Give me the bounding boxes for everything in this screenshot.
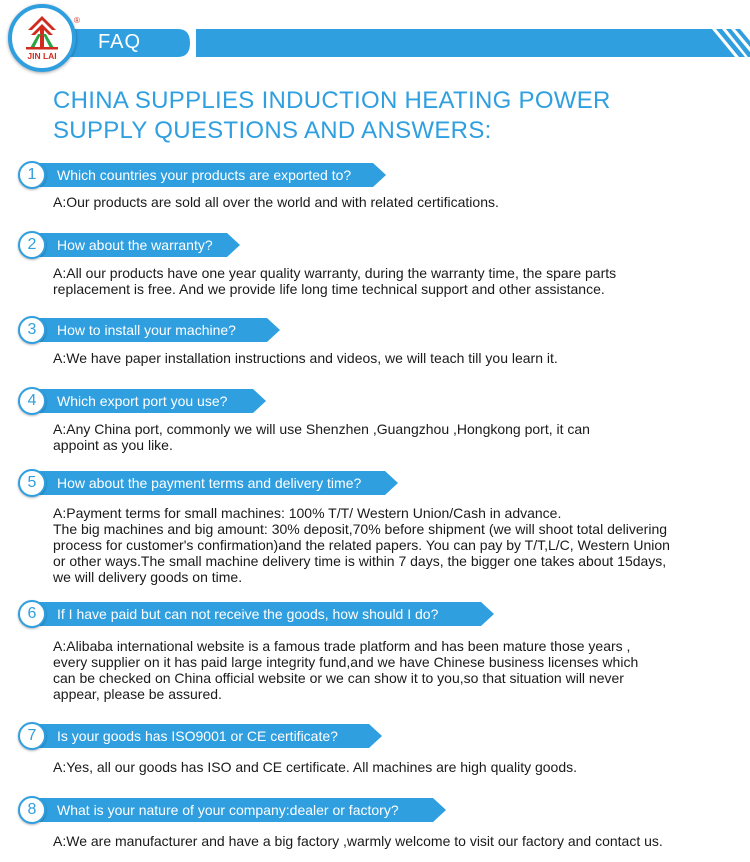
headline-line-1: CHINA SUPPLIES INDUCTION HEATING POWER	[53, 87, 611, 114]
answer-8: A:We are manufacturer and have a big factory ,warmly welcome to visit our factory and contact us.	[53, 833, 663, 849]
question-number-badge: 8	[18, 796, 46, 824]
question-number-badge: 7	[18, 722, 46, 750]
question-text: If I have paid but can not receive the goods, how should I do?	[57, 606, 439, 622]
jinlai-logo	[8, 4, 80, 72]
answer-4: A:Any China port, commonly we will use Shenzhen ,Guangzhou ,Hongkong port, it can appoint as you like.	[53, 421, 590, 453]
question-text: Which countries your products are exported to?	[57, 167, 352, 183]
question-text: How about the payment terms and delivery time?	[57, 475, 362, 491]
question-number-badge: 4	[18, 387, 46, 415]
logo-emblem-icon	[12, 8, 72, 68]
answer-6: A:Alibaba international website is a famous trade platform and has been mature those years , every supplier on it has paid large integrity fund,and we have Chinese business licenses which can be checked on China official website or we can show it to you,so that situation will never appear, please be assured.	[53, 638, 639, 702]
question-number-badge: 6	[18, 600, 46, 628]
question-number-badge: 1	[18, 161, 46, 189]
answer-1: A:Our products are sold all over the world and with related certifications.	[53, 194, 499, 210]
question-text: How about the warranty?	[57, 237, 213, 253]
answer-2: A:All our products have one year quality warranty, during the warranty time, the spare parts replacement is free. And we provide life long time technical support and other assistance.	[53, 265, 617, 297]
question-text: Which export port you use?	[57, 393, 228, 409]
question-number-badge: 3	[18, 316, 46, 344]
question-number-badge: 5	[18, 469, 46, 497]
question-text: Is your goods has ISO9001 or CE certificate?	[57, 728, 338, 744]
answer-7: A:Yes, all our goods has ISO and CE certificate. All machines are high quality goods.	[53, 759, 578, 775]
question-number-badge: 2	[18, 231, 46, 259]
question-text: How to install your machine?	[57, 322, 236, 338]
answer-3: A:We have paper installation instructions and videos, we will teach till you learn it.	[53, 350, 558, 366]
headline-line-2: SUPPLY QUESTIONS AND ANSWERS:	[53, 117, 492, 144]
faq-title: FAQ	[98, 31, 142, 53]
question-text: What is your nature of your company:dealer or factory?	[57, 802, 399, 818]
page-headline	[53, 86, 713, 146]
registered-mark: ®	[74, 16, 80, 25]
logo-text: JIN LAI	[27, 51, 57, 61]
answer-5: A:Payment terms for small machines: 100% T/T/ Western Union/Cash in advance. The big machines and big amount: 30% deposit,70% before shipment (we will shoot total delivering process for customer's confirmation)and the related papers. You can pay by T/T,L/C, Western Union or other ways.The small machine delivery time is within 7 days, the bigger one takes about 15days, we will delivery goods on time.	[53, 505, 670, 585]
faq-header	[0, 0, 750, 78]
